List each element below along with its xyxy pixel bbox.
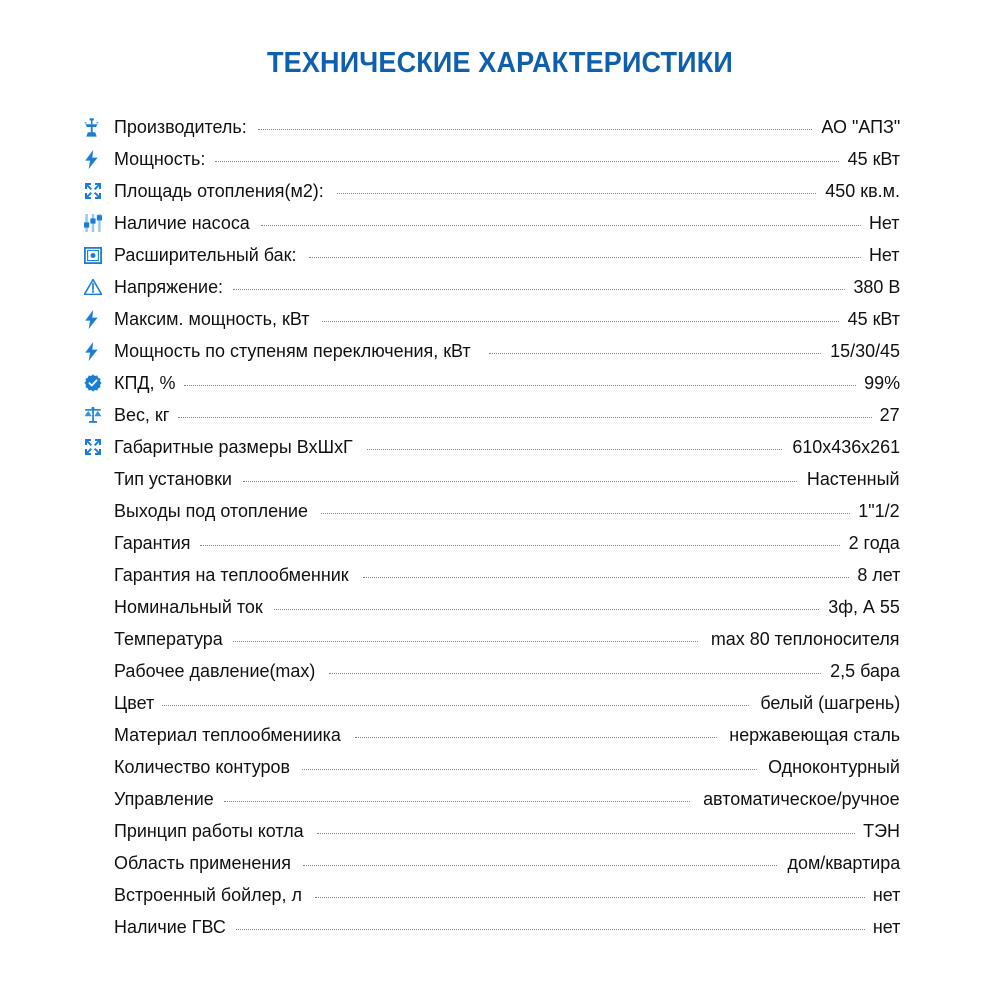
spec-label: Номинальный ток — [114, 596, 263, 617]
lightning-icon — [84, 148, 114, 170]
spec-value: 2 года — [848, 532, 900, 553]
spec-row — [84, 751, 900, 783]
dotted-leader — [233, 630, 698, 649]
dotted-leader — [162, 694, 748, 713]
icon-placeholder — [84, 756, 114, 778]
spec-row — [84, 399, 900, 431]
dotted-leader — [322, 310, 839, 329]
icon-placeholder — [84, 500, 114, 522]
dotted-leader — [200, 534, 840, 553]
spec-label: Гарантия — [114, 532, 191, 553]
dotted-leader — [233, 278, 844, 297]
warning-triangle-icon — [84, 276, 114, 298]
spec-row — [84, 655, 900, 687]
dotted-leader — [321, 502, 850, 521]
spec-value: белый (шагрень) — [760, 692, 900, 713]
spec-row — [84, 911, 900, 943]
icon-placeholder — [84, 820, 114, 842]
scales-icon — [84, 404, 114, 426]
icon-placeholder — [84, 660, 114, 682]
spec-label: Принцип работы котла — [114, 820, 304, 841]
dotted-leader — [309, 246, 861, 265]
spec-value: 45 кВт — [847, 148, 900, 169]
dotted-leader — [274, 598, 819, 617]
spec-label: Тип установки — [114, 468, 232, 489]
spec-value: нет — [872, 884, 900, 905]
expansion-tank-icon — [84, 244, 114, 266]
spec-label: Температура — [114, 628, 223, 649]
dotted-leader — [363, 566, 849, 585]
spec-row — [84, 463, 900, 495]
gear-check-icon — [84, 372, 114, 394]
icon-placeholder — [84, 724, 114, 746]
spec-value: Нет — [869, 212, 900, 233]
spec-label: Площадь отопления(м2): — [114, 180, 324, 201]
spec-row — [84, 335, 900, 367]
spec-row — [84, 879, 900, 911]
spec-label: Расширительный бак: — [114, 244, 297, 265]
dotted-leader — [315, 886, 865, 905]
spec-label: Область применения — [114, 852, 291, 873]
sliders-icon — [84, 212, 114, 234]
spec-label: Максим. мощность, кВт — [114, 308, 310, 329]
dotted-leader — [184, 374, 856, 393]
spec-value: 450 кв.м. — [825, 180, 900, 201]
spec-row — [84, 271, 900, 303]
spec-row — [84, 783, 900, 815]
spec-value: 1"1/2 — [858, 500, 900, 521]
spec-label: Вес, кг — [114, 404, 170, 425]
spec-label: Габаритные размеры ВxШxГ — [114, 436, 353, 457]
lightning-icon — [84, 340, 114, 362]
spec-row — [84, 815, 900, 847]
spec-value: Настенный — [807, 468, 900, 489]
dotted-leader — [367, 438, 782, 457]
spec-row — [84, 207, 900, 239]
spec-row — [84, 175, 900, 207]
dotted-leader — [329, 662, 822, 681]
icon-placeholder — [84, 884, 114, 906]
icon-placeholder — [84, 628, 114, 650]
spec-row — [84, 111, 900, 143]
spec-value: автоматическое/ручное — [703, 788, 900, 809]
spec-value: 3ф, А 55 — [828, 596, 900, 617]
spec-label: Выходы под отопление — [114, 500, 309, 521]
spec-row — [84, 495, 900, 527]
spec-value: АО "АПЗ" — [821, 116, 900, 137]
dotted-leader — [215, 150, 839, 169]
spec-value: Одноконтурный — [768, 756, 900, 777]
spec-value: нет — [872, 916, 900, 937]
spec-label: Количество контуров — [114, 756, 290, 777]
spec-label: Наличие насоса — [114, 212, 250, 233]
icon-placeholder — [84, 788, 114, 810]
dotted-leader — [489, 342, 821, 361]
expand-arrows-icon — [84, 180, 114, 202]
spec-label: Материал теплообмениика — [114, 724, 341, 745]
dotted-leader — [337, 182, 816, 201]
icon-placeholder — [84, 692, 114, 714]
spec-value: 610x436x261 — [792, 436, 900, 457]
spec-value: 8 лет — [856, 564, 900, 585]
dotted-leader — [243, 470, 798, 489]
icon-placeholder — [84, 468, 114, 490]
spec-label: Мощность: — [114, 148, 206, 169]
spec-value: дом/квартира — [787, 852, 900, 873]
spec-label: Встроенный бойлер, л — [114, 884, 302, 905]
spec-row — [84, 847, 900, 879]
factory-icon — [84, 116, 114, 138]
dotted-leader — [178, 406, 872, 425]
spec-row — [84, 559, 900, 591]
specifications-list — [0, 111, 1000, 943]
spec-row — [84, 687, 900, 719]
spec-value: 15/30/45 — [830, 340, 900, 361]
spec-label: Цвет — [114, 692, 155, 713]
icon-placeholder — [84, 852, 114, 874]
spec-label: Производитель: — [114, 116, 247, 137]
dotted-leader — [355, 726, 717, 745]
icon-placeholder — [84, 596, 114, 618]
lightning-icon — [84, 308, 114, 330]
spec-label: Управление — [114, 788, 214, 809]
spec-value: 2,5 бара — [830, 660, 900, 681]
spec-row — [84, 431, 900, 463]
spec-value: 45 кВт — [847, 308, 900, 329]
dotted-leader — [224, 790, 691, 809]
spec-row — [84, 623, 900, 655]
expand-arrows-icon — [84, 436, 114, 458]
spec-label: КПД, % — [114, 372, 176, 393]
spec-label: Наличие ГВС — [114, 916, 226, 937]
spec-value: 380 В — [853, 276, 900, 297]
icon-placeholder — [84, 916, 114, 938]
spec-row — [84, 527, 900, 559]
spec-row — [84, 719, 900, 751]
icon-placeholder — [84, 532, 114, 554]
spec-value: нержавеющая сталь — [729, 724, 900, 745]
dotted-leader — [302, 758, 757, 777]
spec-label: Рабочее давление(max) — [114, 660, 316, 681]
page-title: ТЕХНИЧЕСКИЕ ХАРАКТЕРИСТИКИ — [267, 47, 733, 79]
spec-row — [84, 143, 900, 175]
icon-placeholder — [84, 564, 114, 586]
spec-row — [84, 303, 900, 335]
spec-label: Гарантия на теплообменник — [114, 564, 349, 585]
dotted-leader — [317, 822, 856, 841]
dotted-leader — [236, 918, 864, 937]
spec-value: Нет — [869, 244, 900, 265]
spec-value: ТЭН — [863, 820, 900, 841]
spec-row — [84, 591, 900, 623]
spec-label: Мощность по ступеням переключения, кВт — [114, 340, 471, 361]
spec-value: 27 — [880, 404, 900, 425]
spec-value: max 80 теплоносителя — [711, 628, 900, 649]
dotted-leader — [261, 214, 862, 233]
spec-row — [84, 239, 900, 271]
dotted-leader — [258, 118, 812, 137]
dotted-leader — [303, 854, 776, 873]
spec-value: 99% — [864, 372, 900, 393]
spec-label: Напряжение: — [114, 276, 224, 297]
spec-row — [84, 367, 900, 399]
